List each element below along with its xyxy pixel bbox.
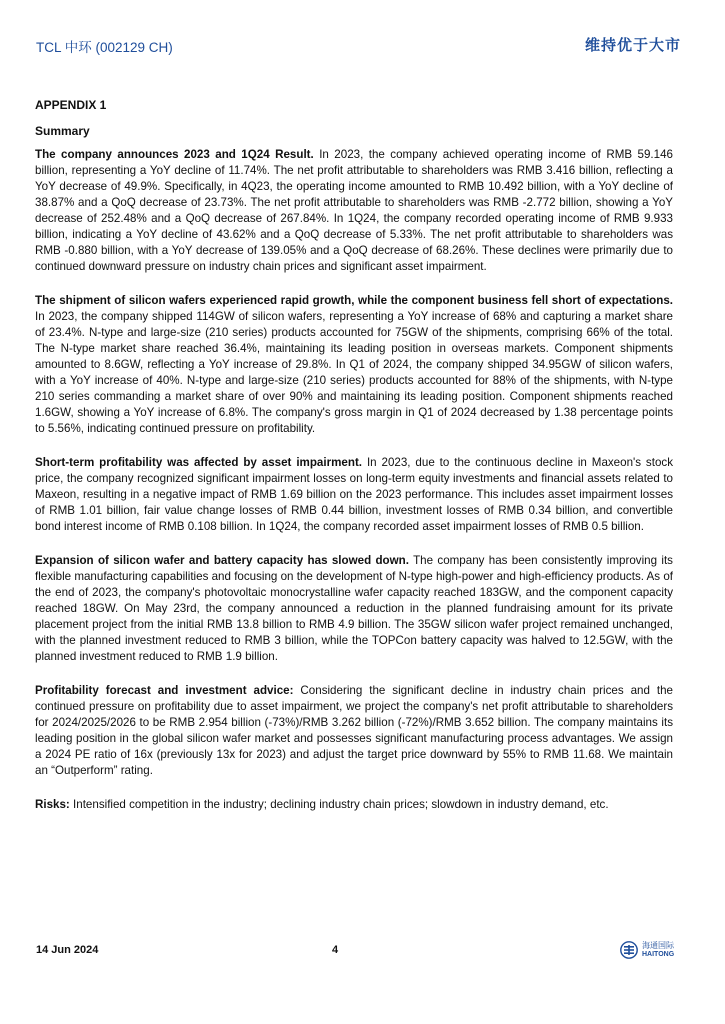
paragraph-capacity [35, 553, 673, 665]
appendix-title: APPENDIX 1 [35, 98, 107, 112]
summary-title: Summary [35, 124, 90, 138]
paragraph-text: In 2023, the company shipped 114GW of silicon wafers, representing a YoY increase of 68% and capturing a market share of 23.4%. N-type and large-size (210 series) products accounted for 75GW of the shipments, comprising 66% of the total. The N-type market share reached 36.4%, maintaining its leading position in overseas markets. Component shipments amounted to 8.6GW, reflecting a YoY increase of 29.8%. In Q1 of 2024, the company shipped 34.95GW of silicon wafers, with a YoY increase of 40%. N-type and large-size (210 series) products accounted for 88% of the shipments, with N-type 210 series commanding a market share of over 90% and maintaining its leading position. Component shipments reached 1.6GW, showing a YoY increase of 6.8%. The company's gross margin in Q1 of 2024 decreased by 1.38 percentage points to 5.56%, indicating continued pressure on profitability. [35, 310, 673, 435]
paragraph-shipments [35, 293, 673, 437]
logo-en: HAITONG [642, 951, 675, 958]
header-rating: 维持优于大市 [584, 37, 681, 54]
paragraph-text: Considering the significant decline in industry chain prices and the continued pressure on profitability due to asset impairment, we project the company's net profit attributable to shareholders for 2024/2025/2026 to be RMB 2.954 billion (-73%)/RMB 3.262 billion (-72%)/RMB 3.652 billion. The company maintains its leading position in the global silicon wafer market and possesses significant manufacturing process advantages. We assign a 2024 PE ratio of 16x (previously 13x for 2023) and adjust the target price downward by 55% to RMB 11.68. We maintain an “Outperform” rating. [35, 684, 673, 777]
paragraph-lead: Expansion of silicon wafer and battery capacity has slowed down. [35, 554, 409, 567]
paragraph-impairment [35, 455, 673, 535]
paragraph-lead: Risks: [35, 798, 70, 811]
paragraph-lead: Profitability forecast and investment advice: [35, 684, 294, 697]
paragraph-text: The company has been consistently improving its flexible manufacturing capabilities and focusing on the development of N-type high-power and high-efficiency products. As of the end of 2023, the company's photovoltaic monocrystalline wafer capacity reached 183GW, and the component capacity reached 18GW. On May 23rd, the company announced a reduction in the planned fundraising amount for its private placement project from the initial RMB 13.8 billion to RMB 4.9 billion. The 35GW silicon wafer project remained unchanged, with the planned investment reduced to RMB 3 billion, while the TOPCon battery capacity was halved to 12.5GW, with the planned investment reduced to RMB 1.9 billion. [35, 554, 673, 663]
haitong-logo [620, 941, 674, 959]
paragraph-text: In 2023, due to the continuous decline in Maxeon's stock price, the company recognized significant impairment losses on long-term equity investments and financial assets related to Maxeon, resulting in a negative impact of RMB 1.69 billion on the 2023 performance. This includes asset impairment losses of RMB 1.01 billion, fair value change losses of RMB 0.44 billion, investment losses of RMB 0.34 billion, and convertible bond interest income of RMB 0.108 billion. In 1Q24, the company recorded asset impairment losses of RMB 0.5 billion. [35, 456, 673, 533]
report-body [35, 98, 673, 831]
haitong-logo-icon [620, 941, 638, 959]
page-number: 4 [332, 944, 339, 956]
paragraph-forecast [35, 683, 673, 779]
paragraph-lead: The company announces 2023 and 1Q24 Result. [35, 148, 314, 161]
footer-date: 14 Jun 2024 [36, 944, 99, 956]
header-ticker: TCL 中环 (002129 CH) [36, 40, 173, 55]
paragraph-results [35, 147, 673, 275]
logo-cn: 海通国际 [642, 941, 674, 950]
paragraph-lead: Short-term profitability was affected by asset impairment. [35, 456, 363, 469]
paragraph-risks [35, 797, 673, 813]
logo-text [642, 941, 674, 959]
paragraph-text: In 2023, the company achieved operating income of RMB 59.146 billion, representing a YoY decline of 11.74%. The net profit attributable to shareholders was RMB 3.416 billion, reflecting a YoY decrease of 49.9%. Specifically, in 4Q23, the operating income amounted to RMB 10.492 billion, with a YoY decline of 38.87% and a QoQ decrease of 23.73%. The net profit attributable to shareholders was RMB -2.772 billion, showing a YoY decrease of 252.48% and a QoQ decrease of 267.84%. In 1Q24, the company recorded operating income of RMB 9.933 billion, indicating a YoY decline of 43.62% and a QoQ decrease of 5.33%. The net profit attributable to shareholders was RMB -0.880 billion, with a YoY decrease of 139.05% and a QoQ decrease of 68.26%. These declines were primarily due to continued downward pressure on industry chain prices and significant asset impairment. [35, 148, 673, 273]
paragraph-lead: The shipment of silicon wafers experienced rapid growth, while the component business fell short of expectations. [35, 294, 673, 307]
paragraph-text: Intensified competition in the industry; declining industry chain prices; slowdown in industry demand, etc. [69, 798, 609, 811]
